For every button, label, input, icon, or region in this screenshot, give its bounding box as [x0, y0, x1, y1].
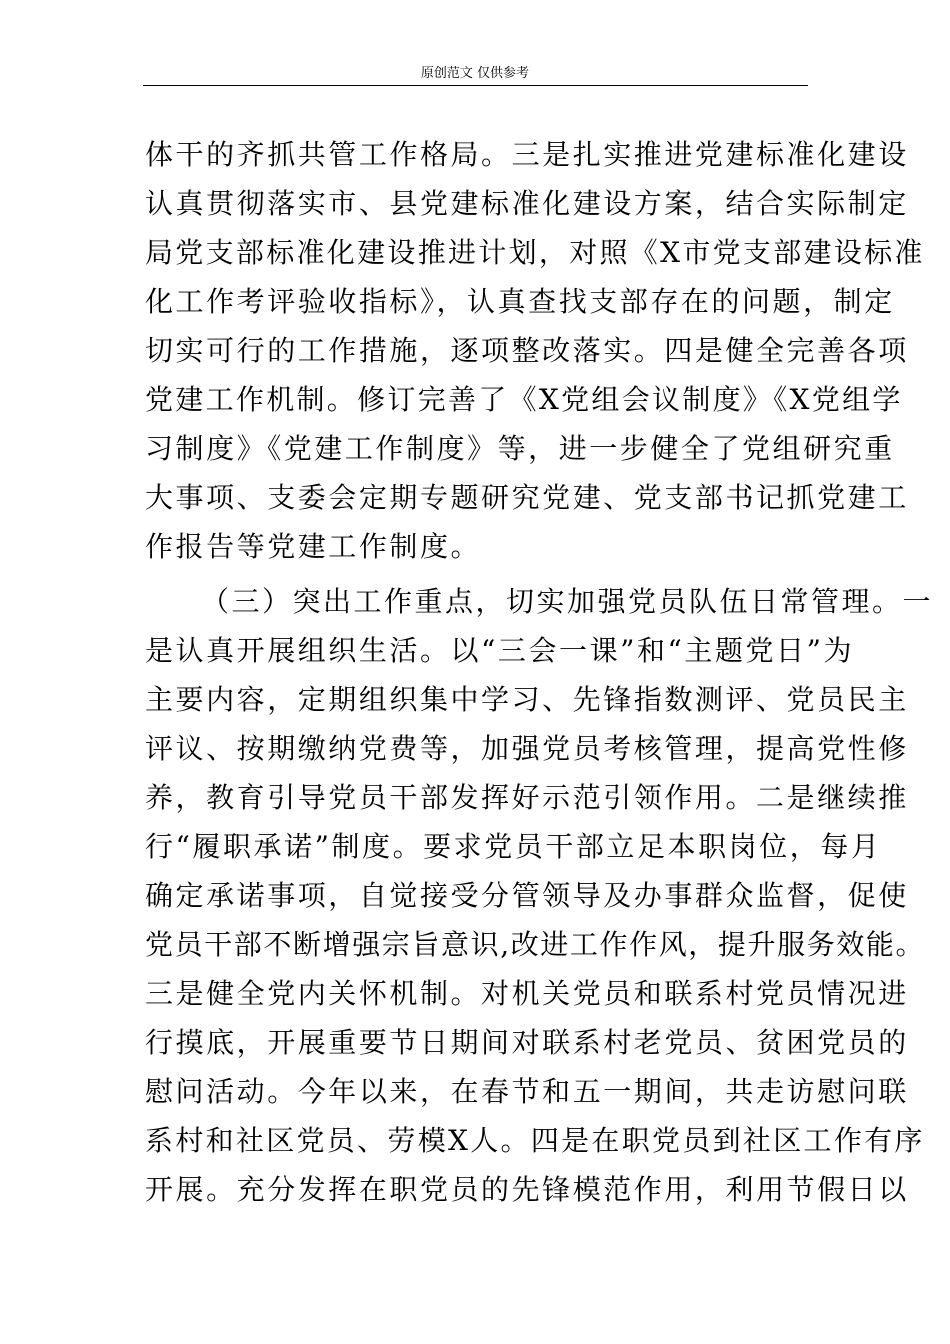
text-line: 系村和社区党员、劳模X人。四是在职党员到社区工作有序: [145, 1124, 925, 1157]
text-line: 行“履职承诺”制度。要求党员干部立足本职岗位，每月: [145, 830, 882, 863]
text-line: 主要内容，定期组织集中学习、先锋指数测评、党员民主: [145, 683, 909, 716]
text-line: 养，教育引导党员干部发挥好示范引领作用。二是继续推: [145, 781, 909, 814]
text-line: 作报告等党建工作制度。: [145, 530, 482, 563]
section-heading-line: （三）突出工作重点，切实加强党员队伍日常管理。一: [201, 585, 934, 618]
text-line: 党员干部不断增强宗旨意识,改进工作作风，提升服务效能。: [145, 928, 926, 961]
text-line: 大事项、支委会定期专题研究党建、党支部书记抓党建工: [145, 481, 909, 514]
text-line: 是认真开展组织生活。以“三会一课”和“主题党日”为: [145, 634, 855, 667]
text-line: 切实可行的工作措施，逐项整改落实。四是健全完善各项: [145, 334, 909, 367]
header-rule: [143, 85, 808, 86]
text-line: 三是健全党内关怀机制。对机关党员和联系村党员情况进: [145, 977, 909, 1010]
text-line: 党建工作机制。修订完善了《X党组会议制度》《X党组学: [145, 383, 903, 416]
text-line: 体干的齐抓共管工作格局。三是扎实推进党建标准化建设: [145, 138, 909, 171]
text-line: 开展。充分发挥在职党员的先锋模范作用，利用节假日以: [145, 1173, 909, 1206]
text-line: 局党支部标准化建设推进计划，对照《X市党支部建设标准: [145, 236, 925, 269]
text-line: 行摸底，开展重要节日期间对联系村老党员、贫困党员的: [145, 1026, 909, 1059]
text-line: 慰问活动。今年以来，在春节和五一期间，共走访慰问联: [145, 1075, 909, 1108]
text-line: 习制度》《党建工作制度》等，进一步健全了党组研究重: [145, 432, 895, 465]
text-line: 化工作考评验收指标》，认真查找支部存在的问题，制定: [145, 285, 895, 318]
text-line: 确定承诺事项，自觉接受分管领导及办事群众监督，促使: [145, 879, 909, 912]
text-line: 评议、按期缴纳党费等，加强党员考核管理，提高党性修: [145, 732, 909, 765]
text-line: 认真贯彻落实市、县党建标准化建设方案，结合实际制定: [145, 187, 909, 220]
page-header: 原创范文 仅供参考: [420, 66, 530, 81]
